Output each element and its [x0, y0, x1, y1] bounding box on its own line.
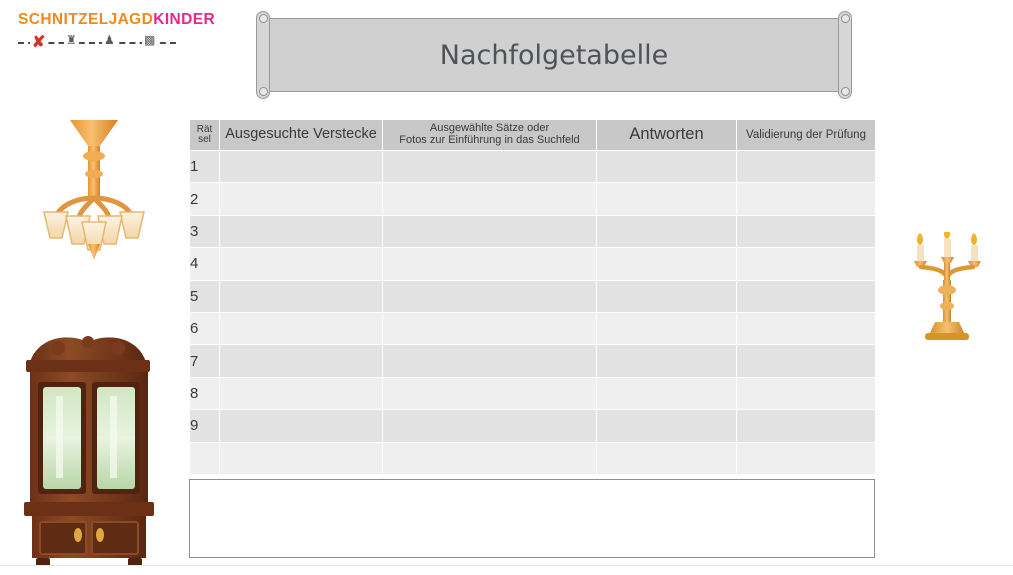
table-header — [190, 120, 876, 151]
cell-verstecke[interactable] — [220, 215, 383, 247]
cell-raetsel: 8 — [190, 377, 220, 409]
cell-antworten[interactable] — [597, 248, 737, 280]
cell-raetsel: 9 — [190, 410, 220, 442]
table-row[interactable] — [190, 183, 876, 215]
cell-validierung[interactable] — [737, 345, 876, 377]
cell-validierung[interactable] — [737, 215, 876, 247]
cell-raetsel: 3 — [190, 215, 220, 247]
table-row[interactable] — [190, 410, 876, 442]
cell-antworten[interactable] — [597, 183, 737, 215]
cell-validierung[interactable] — [737, 410, 876, 442]
roll-knob-bottom-left-icon — [259, 87, 268, 96]
cell-saetze[interactable] — [383, 442, 597, 474]
brand-logo — [18, 11, 216, 62]
table-body — [190, 151, 876, 475]
roll-knob-top-right-icon — [841, 14, 850, 23]
pawn-icon: ♟ — [104, 32, 115, 47]
cell-verstecke[interactable] — [220, 442, 383, 474]
cell-antworten[interactable] — [597, 442, 737, 474]
cell-verstecke[interactable] — [220, 312, 383, 344]
cell-saetze[interactable] — [383, 215, 597, 247]
table-row[interactable] — [190, 151, 876, 183]
logo-word-secondary: KINDER — [153, 11, 216, 28]
scroll-roll-right — [838, 11, 852, 99]
column-header-saetze-line1: Ausgewählte Sätze oder — [429, 122, 550, 135]
cell-saetze[interactable] — [383, 183, 597, 215]
column-header-raetsel-line2: sel — [198, 134, 211, 145]
logo-dashed-trail — [18, 33, 178, 53]
cell-raetsel: 5 — [190, 280, 220, 312]
cell-raetsel: 2 — [190, 183, 220, 215]
cell-validierung[interactable] — [737, 442, 876, 474]
cell-saetze[interactable] — [383, 280, 597, 312]
cell-antworten[interactable] — [597, 151, 737, 183]
cell-verstecke[interactable] — [220, 410, 383, 442]
banner-body — [268, 18, 840, 92]
logo-word-primary: SCHNITZELJAGD — [18, 11, 154, 28]
antique-cabinet-icon — [18, 330, 160, 570]
cell-validierung[interactable] — [737, 183, 876, 215]
cell-verstecke[interactable] — [220, 151, 383, 183]
table-row[interactable] — [190, 312, 876, 344]
castle-icon: ♜ — [66, 32, 77, 47]
table-row[interactable] — [190, 280, 876, 312]
flag-icon: ▩ — [144, 32, 156, 47]
notes-box[interactable] — [189, 479, 875, 558]
nachfolgetabelle — [189, 119, 875, 475]
column-header-saetze — [383, 120, 597, 151]
cell-saetze[interactable] — [383, 248, 597, 280]
column-header-validierung: Validierung der Prüfung — [737, 120, 876, 151]
table-row[interactable] — [190, 345, 876, 377]
column-header-raetsel-line1: Rät — [196, 123, 213, 135]
cell-antworten[interactable] — [597, 410, 737, 442]
cell-validierung[interactable] — [737, 280, 876, 312]
tracking-table — [189, 119, 876, 475]
cell-antworten[interactable] — [597, 280, 737, 312]
table-row[interactable] — [190, 248, 876, 280]
table-row[interactable] — [190, 442, 876, 474]
cell-raetsel: 6 — [190, 312, 220, 344]
column-header-raetsel — [190, 120, 220, 151]
table-row[interactable] — [190, 377, 876, 409]
chandelier-icon — [22, 112, 162, 262]
column-header-antworten: Antworten — [597, 120, 737, 151]
cell-saetze[interactable] — [383, 377, 597, 409]
cell-verstecke[interactable] — [220, 183, 383, 215]
title-banner — [254, 18, 854, 92]
cell-validierung[interactable] — [737, 312, 876, 344]
table-row[interactable] — [190, 215, 876, 247]
cell-antworten[interactable] — [597, 312, 737, 344]
cell-saetze[interactable] — [383, 410, 597, 442]
cell-verstecke[interactable] — [220, 377, 383, 409]
cell-verstecke[interactable] — [220, 280, 383, 312]
cell-raetsel: 1 — [190, 151, 220, 183]
cell-validierung[interactable] — [737, 248, 876, 280]
cell-raetsel — [190, 442, 220, 474]
cell-validierung[interactable] — [737, 377, 876, 409]
cell-antworten[interactable] — [597, 215, 737, 247]
scroll-roll-left — [256, 11, 270, 99]
table-header-row — [190, 120, 876, 151]
cell-saetze[interactable] — [383, 312, 597, 344]
cell-verstecke[interactable] — [220, 248, 383, 280]
logo-text — [18, 11, 216, 28]
x-mark-icon: ✘ — [32, 33, 46, 51]
roll-knob-bottom-right-icon — [841, 87, 850, 96]
candelabra-icon — [905, 232, 989, 342]
column-header-verstecke: Ausgesuchte Verstecke — [220, 120, 383, 151]
cell-raetsel: 4 — [190, 248, 220, 280]
column-header-saetze-line2: Fotos zur Einführung in das Suchfeld — [399, 134, 580, 146]
cell-saetze[interactable] — [383, 345, 597, 377]
cell-antworten[interactable] — [597, 377, 737, 409]
cell-validierung[interactable] — [737, 151, 876, 183]
cell-raetsel: 7 — [190, 345, 220, 377]
cell-verstecke[interactable] — [220, 345, 383, 377]
roll-knob-top-left-icon — [259, 14, 268, 23]
cell-saetze[interactable] — [383, 151, 597, 183]
page-title: Nachfolgetabelle — [439, 39, 669, 71]
cell-antworten[interactable] — [597, 345, 737, 377]
page-bottom-edge — [0, 565, 1013, 572]
